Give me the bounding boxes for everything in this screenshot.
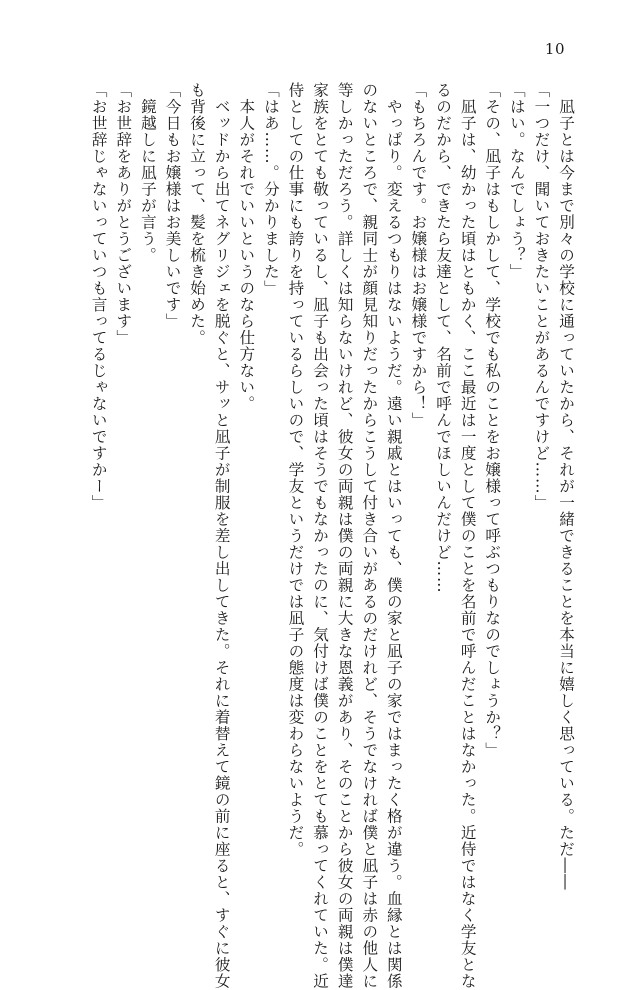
text-line: 「もちろんです。お嬢様はお嬢様ですから！」: [409, 82, 428, 429]
text-line: ベッドから出てネグリジェを脱ぐと、サッと凪子が制服を差し出してきた。それに着替えて鏡の前に座ると、すぐに彼女: [212, 82, 231, 990]
text-line: 侍としての仕事にも誇りを持っているらしいので、学友というだけでは凪子の態度は変わらないようだ。: [286, 82, 305, 858]
text-line: 「今日もお嬢様はお美しいです」: [163, 82, 182, 330]
text-line: 「その、凪子はもしかして、学校でも私のことをお嬢様って呼ぶつもりなのでしょうか？」: [483, 82, 502, 759]
text-line: 凪子は、幼かった頃はともかく、ここ最近は一度として僕のことを名前で呼んだことはなかった。近侍ではなく学友とな: [458, 82, 477, 990]
text-line: 本人がそれでいいというのなら仕方ない。: [237, 82, 256, 412]
text-line: やっぱり。変えるつもりはないようだ。遠い親戚とはいっても、僕の家と凪子の家ではまったく格が違う。血縁とは関係: [384, 82, 403, 990]
text-line: 凪子とは今まで別々の学校に通っていたから、それが一緒できることを本当に嬉しく思っている。ただ――: [557, 82, 575, 891]
page-number: 10: [544, 40, 565, 58]
text-line: 「お世辞をありがとうございます」: [114, 82, 133, 346]
text-line: るのだから、できたら友達として、名前で呼んでほしいんだけど……: [434, 82, 453, 594]
text-line: 「はい。なんでしょう？」: [507, 82, 526, 280]
text-line: 家族をとても敬っているし、凪子も出会った頃はそうでもなかったのに、気付けば僕のことをとても慕ってくれていた。近: [311, 82, 330, 990]
vertical-text-body: [86, 82, 578, 990]
text-line: 等しかっただろう。詳しくは知らないけれど、彼女の両親は僕の両親に大きな恩義があり、そのことから彼女の両親は僕達: [335, 82, 354, 990]
text-line: 「はあ……。分かりました」: [261, 82, 280, 297]
text-line: のないところで、親同士が顔見知りだったからこうして付き合いがあるのだけれど、そうでなければ僕と凪子は赤の他人に: [360, 82, 379, 990]
text-line: 「お世辞じゃないっていつも言ってるじゃないですかー」: [89, 82, 108, 511]
text-line: 「一つだけ、聞いておきたいことがあるんですけど……」: [532, 82, 551, 511]
text-line: も背後に立って、髪を梳き始めた。: [188, 82, 207, 346]
text-line: 鏡越しに凪子が言う。: [138, 82, 157, 264]
